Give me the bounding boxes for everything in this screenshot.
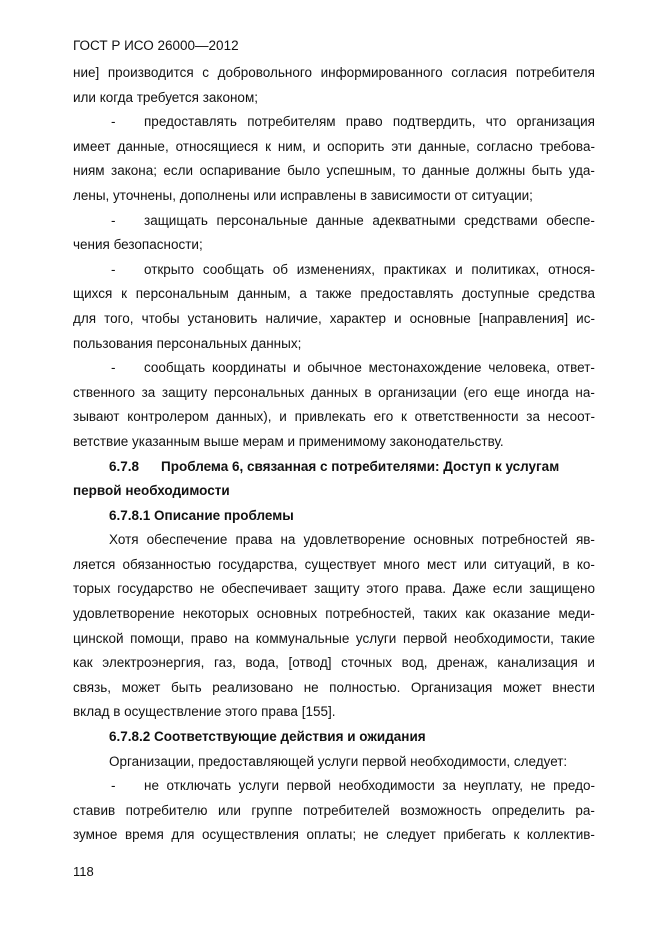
text-line: ляется обязанностью государства, существует много мест или ситуаций, в ко- <box>73 556 595 572</box>
text-line <box>73 455 595 480</box>
bullet-dash: - <box>111 778 116 794</box>
text-line: - открыто сообщать об изменениях, практиках и политиках, относя- <box>73 258 595 283</box>
text-line: удовлетворение некоторых основных потребностей, таких как оказание меди- <box>73 606 595 622</box>
text-line: Организации, предоставляющей услуги первой необходимости, следует: <box>109 753 568 769</box>
text-line: Хотя обеспечение права на удовлетворение основных потребностей яв- <box>109 532 595 548</box>
subsection-heading: 6.7.8.2 Соответствующие действия и ожидания <box>109 729 426 745</box>
subsection-heading: 6.7.8.1 Описание проблемы <box>109 507 294 523</box>
document-header: ГОСТ Р ИСО 26000—2012 <box>73 38 239 53</box>
text-line: торых государство не обеспечивает защиту этого права. Даже если защищено <box>73 581 595 597</box>
text-line: - защищать персональные данные адекватными средствами обеспе- <box>73 209 595 234</box>
document-body <box>73 61 595 848</box>
text-line: ветствие указанным выше мерам и применимому законодательству. <box>73 433 504 449</box>
text-line: как электроэнергия, газ, вода, [отвод] сточных вод, дренаж, канализация и <box>73 655 595 671</box>
text-line: щихся к персональным данным, а также предоставлять доступные средства <box>73 286 595 302</box>
text-line: вклад в осуществление этого права [155]. <box>73 704 336 720</box>
text-line: ственного за защиту персональных данных в организации (его еще иногда на- <box>73 384 595 400</box>
section-number: 6.7.8 <box>109 458 140 474</box>
page-number: 118 <box>73 864 94 879</box>
text-line: имеет данные, относящиеся к ним, и оспорить эти данные, согласно требова- <box>73 138 595 154</box>
text-line: лены, уточнены, дополнены или исправлены в зависимости от ситуации; <box>73 187 533 203</box>
text-line: - предоставлять потребителям право подтвердить, что организация <box>73 110 595 135</box>
text-line: чения безопасности; <box>73 237 203 253</box>
text-line: - сообщать координаты и обычное местонахождение человека, ответ- <box>73 356 595 381</box>
text-line: ниям закона; если оспаривание было успешным, то данные должны быть уда- <box>73 163 595 179</box>
text-line: ставив потребителю или группе потребителей возможность определить ра- <box>73 802 595 818</box>
section-title: Проблема 6, связанная с потребителями: Доступ к услугам <box>161 458 560 474</box>
text-line: или когда требуется законом; <box>73 89 258 105</box>
text-line: - не отключать услуги первой необходимости за неуплату, не предо- <box>73 774 595 799</box>
text-line: первой необходимости <box>73 483 230 499</box>
text-line: ние] производится с добровольного информированного согласия потребителя <box>73 65 595 80</box>
text-line: цинской помощи, право на коммунальные услуги первой необходимости, такие <box>73 630 595 646</box>
text-line: связь, может быть реализовано не полностью. Организация может внести <box>73 679 595 695</box>
bullet-dash: - <box>111 212 116 228</box>
text-line: зывают контролером данных), и привлекать его к ответственности за несоот- <box>73 409 595 425</box>
text-line: пользования персональных данных; <box>73 335 302 351</box>
bullet-dash: - <box>111 114 116 130</box>
text-line: для того, чтобы установить наличие, характер и основные [направления] ис- <box>73 310 595 326</box>
bullet-dash: - <box>111 261 116 277</box>
bullet-dash: - <box>111 360 116 376</box>
text-line: зумное время для осуществления оплаты; не следует прибегать к коллектив- <box>73 827 595 843</box>
